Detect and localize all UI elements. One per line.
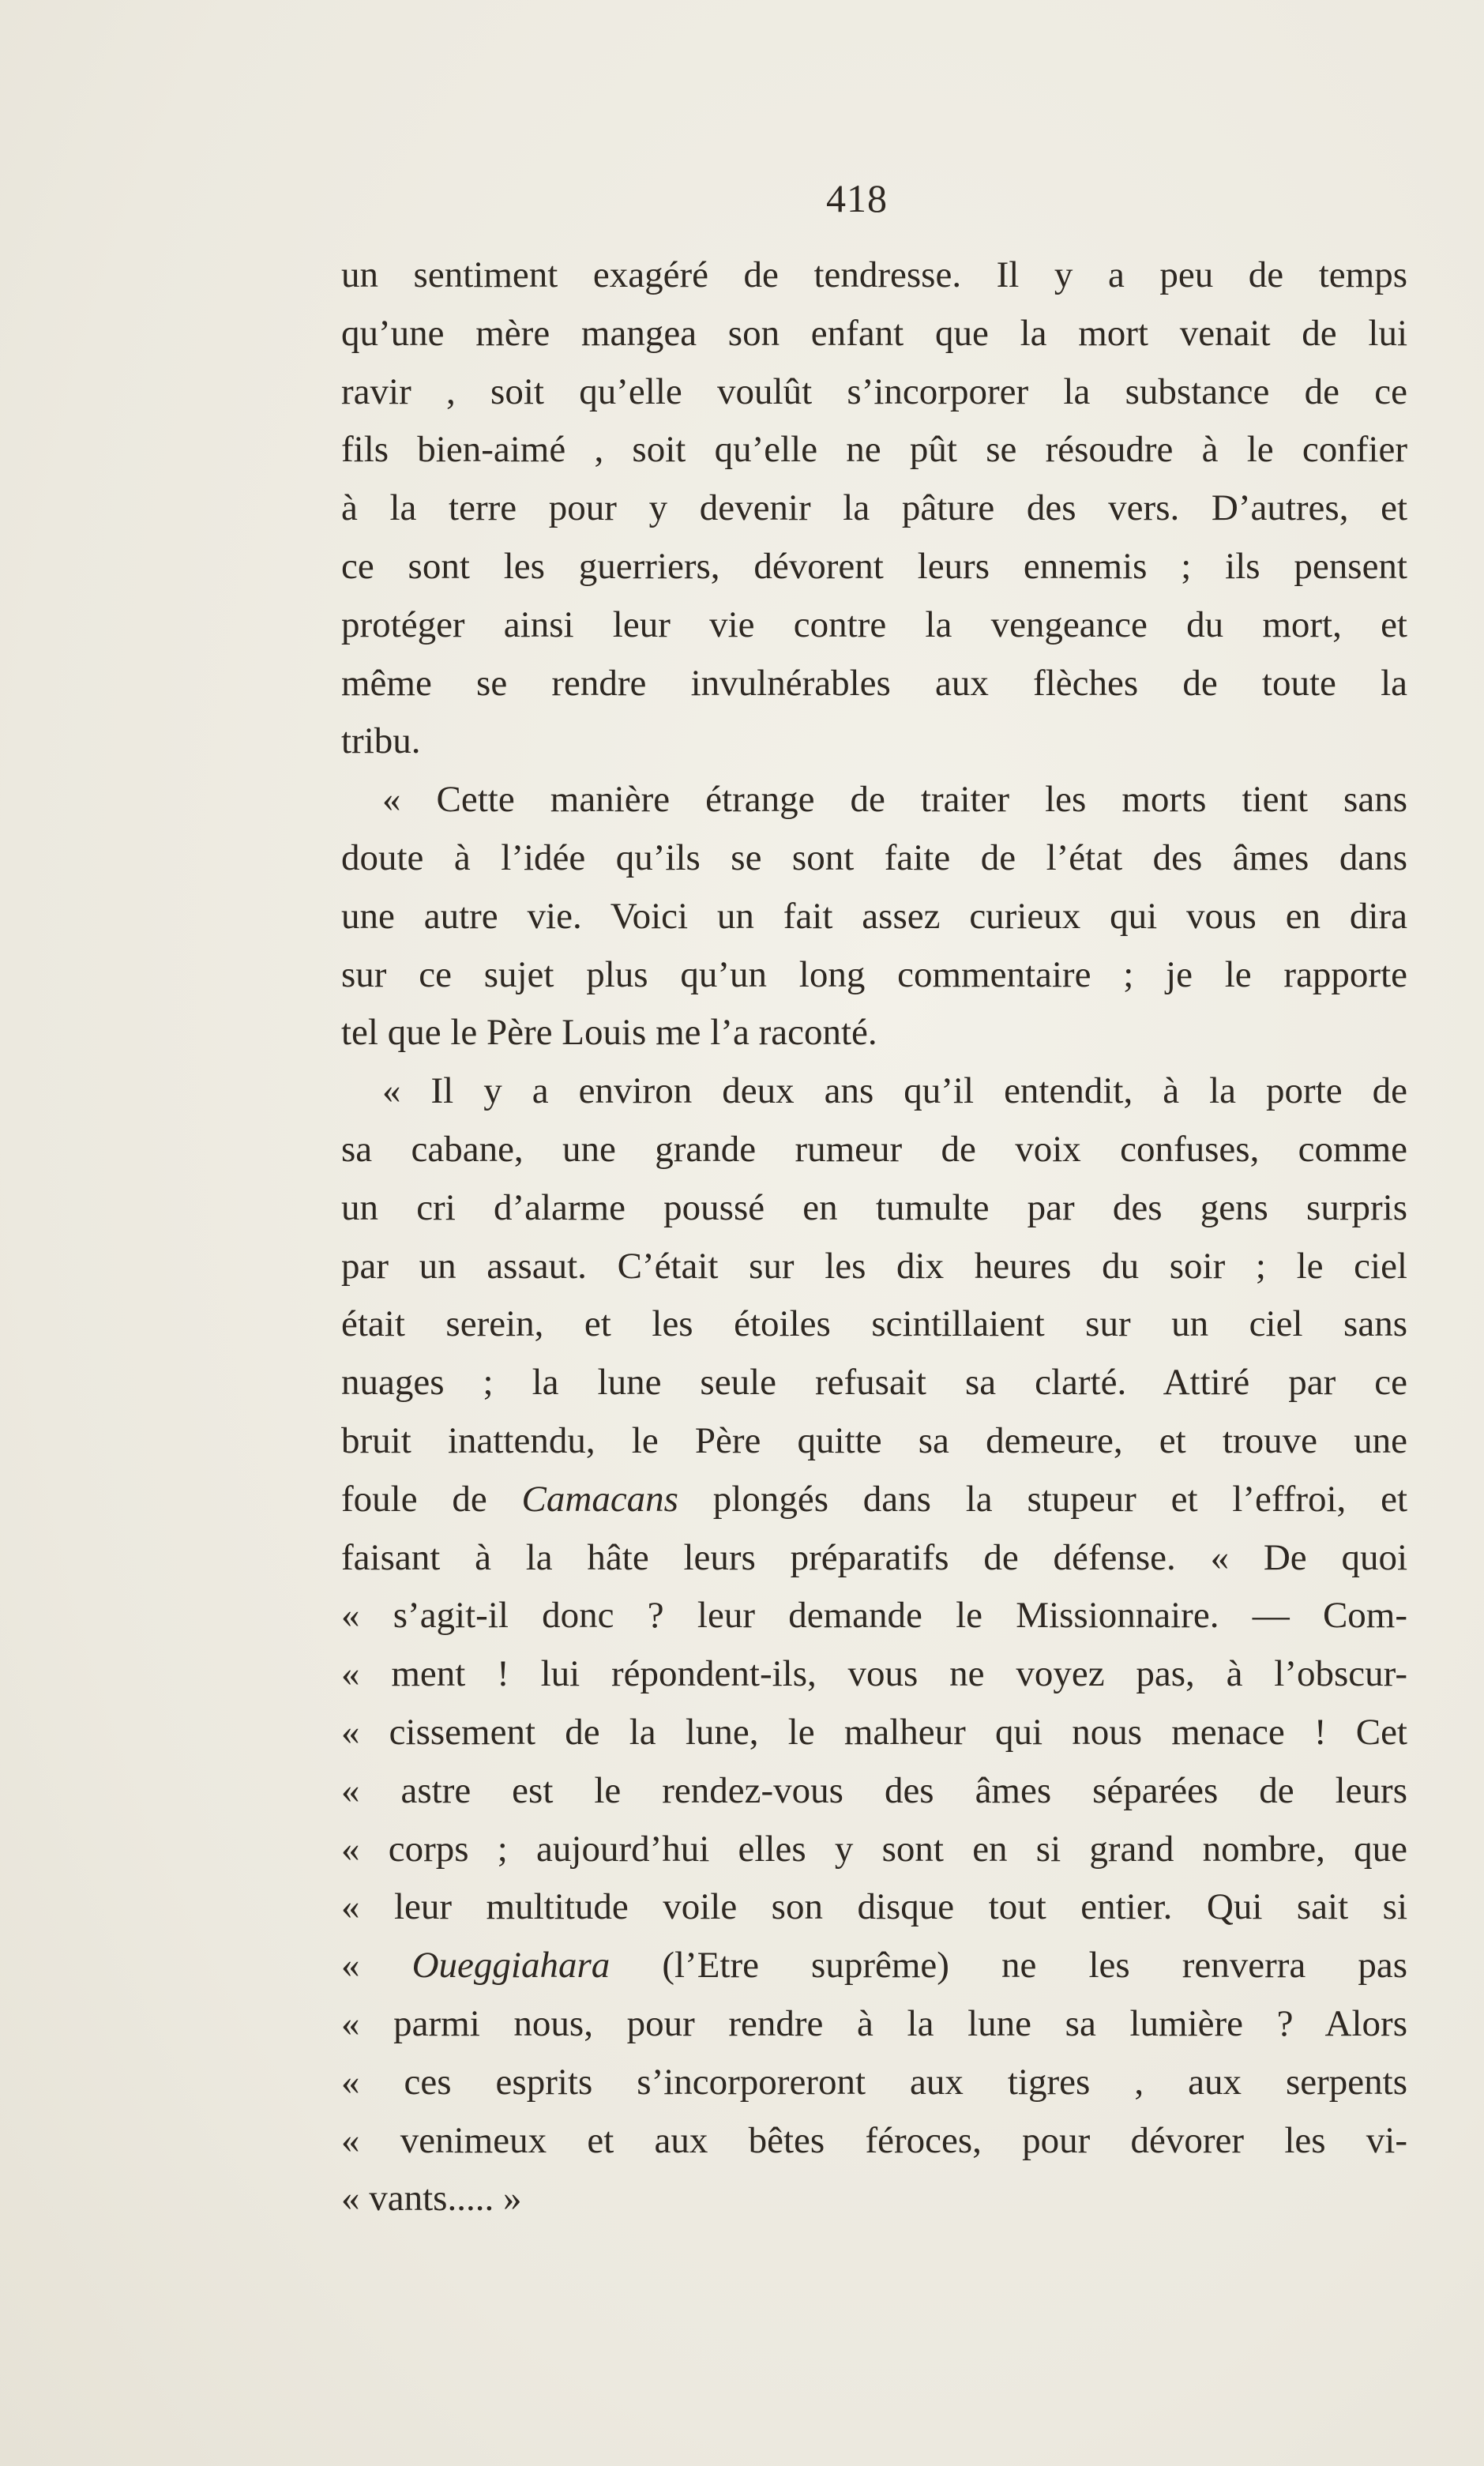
line-text: protéger ainsi leur vie contre la vengeance du mort, et (341, 603, 1407, 645)
line-text: « corps ; aujourd’hui elles y sont en si grand nombre, que (341, 1828, 1407, 1870)
text-line (341, 1529, 1407, 1588)
text-line (341, 1645, 1407, 1704)
text-line (341, 1062, 1407, 1121)
line-text: faisant à la hâte leurs préparatifs de défense. « De quoi (341, 1536, 1407, 1578)
text-line (341, 305, 1407, 363)
page-number: 418 (826, 176, 888, 220)
text-line (341, 1587, 1407, 1645)
line-text: ravir , soit qu’elle voulût s’incorporer la substance de ce (341, 370, 1407, 412)
line-text: bruit inattendu, le Père quitte sa demeure, et trouve une (341, 1419, 1407, 1461)
line-text: une autre vie. Voici un fait assez curieux qui vous en dira (341, 895, 1407, 937)
text-line (341, 246, 1407, 305)
text-line (341, 479, 1407, 538)
text-line (341, 1179, 1407, 1238)
text-line (341, 1471, 1407, 1529)
line-text: ce sont les guerriers, dévorent leurs ennemis ; ils pensent (341, 545, 1407, 587)
text-line (341, 2170, 1407, 2228)
line-text: un sentiment exagéré de tendresse. Il y a peu de temps (341, 254, 1407, 295)
line-text: un cri d’alarme poussé en tumulte par des gens surpris (341, 1186, 1407, 1228)
line-text: sa cabane, une grande rumeur de voix confuses, comme (341, 1128, 1407, 1170)
text-line (341, 946, 1407, 1005)
line-text: plongés dans la stupeur et l’effroi, et (678, 1478, 1408, 1520)
line-text: foule de (341, 1478, 522, 1520)
line-text: « parmi nous, pour rendre à la lune sa lumière ? Alors (341, 2002, 1407, 2044)
text-line (341, 596, 1407, 655)
line-text: « Cette manière étrange de traiter les morts tient sans (382, 779, 1407, 821)
line-text: nuages ; la lune seule refusait sa clarté. Attiré par ce (341, 1362, 1407, 1404)
line-text: tel que le Père Louis me l’a raconté. (341, 1012, 877, 1054)
text-line (341, 888, 1407, 946)
line-text: « cissement de la lune, le malheur qui nous menace ! Cet (341, 1711, 1407, 1753)
line-text: qu’une mère mangea son enfant que la mort venait de lui (341, 312, 1407, 354)
text-line (341, 712, 1407, 771)
text-line (341, 1704, 1407, 1762)
line-text: sur ce sujet plus qu’un long commentaire ; je le rapporte (341, 953, 1407, 995)
text-line (341, 771, 1407, 829)
text-line (341, 2112, 1407, 2171)
text-line (341, 1354, 1407, 1412)
italic-term: Oueggiahara (411, 1945, 611, 1987)
text-line (341, 1295, 1407, 1354)
text-line (341, 1004, 1407, 1062)
text-line (341, 1995, 1407, 2054)
text-line (341, 1412, 1407, 1471)
line-text: « (341, 1945, 412, 1987)
text-line (341, 1878, 1407, 1937)
text-line (341, 1762, 1407, 1821)
text-line (341, 421, 1407, 479)
text-line (341, 1121, 1407, 1179)
line-text: « vants..... » (341, 2178, 522, 2220)
text-line (341, 1238, 1407, 1296)
text-line (341, 363, 1407, 422)
line-text: (l’Etre suprême) ne les renverra pas (610, 1945, 1408, 1987)
text-line (341, 1821, 1407, 1879)
line-text: « ment ! lui répondent-ils, vous ne voyez pas, à l’obscur- (341, 1653, 1407, 1695)
line-text: « Il y a environ deux ans qu’il entendit, à la porte de (382, 1070, 1407, 1112)
line-text: par un assaut. C’était sur les dix heures du soir ; le ciel (341, 1245, 1407, 1287)
text-line (341, 829, 1407, 888)
text-line (341, 1937, 1407, 1995)
line-text: doute à l’idée qu’ils se sont faite de l’état des âmes dans (341, 836, 1407, 878)
italic-term: Camacans (521, 1478, 678, 1520)
text-line (341, 655, 1407, 713)
line-text: « ces esprits s’incorporeront aux tigres , aux serpents (341, 2061, 1407, 2103)
text-line (341, 538, 1407, 596)
line-text: « venimeux et aux bêtes féroces, pour dévorer les vi- (341, 2119, 1407, 2161)
line-text: même se rendre invulnérables aux flèches de toute la (341, 662, 1407, 704)
line-text: tribu. (341, 720, 421, 762)
line-text: à la terre pour y devenir la pâture des vers. D’autres, et (341, 487, 1407, 529)
line-text: était serein, et les étoiles scintillaient sur un ciel sans (341, 1303, 1407, 1345)
line-text: « leur multitude voile son disque tout entier. Qui sait si (341, 1886, 1407, 1928)
text-line (341, 2054, 1407, 2112)
line-text: « s’agit-il donc ? leur demande le Missionnaire. — Com- (341, 1595, 1407, 1637)
body-text (341, 246, 1407, 2228)
line-text: « astre est le rendez-vous des âmes séparées de leurs (341, 1769, 1407, 1811)
line-text: fils bien-aimé , soit qu’elle ne pût se résoudre à le confier (341, 429, 1407, 471)
